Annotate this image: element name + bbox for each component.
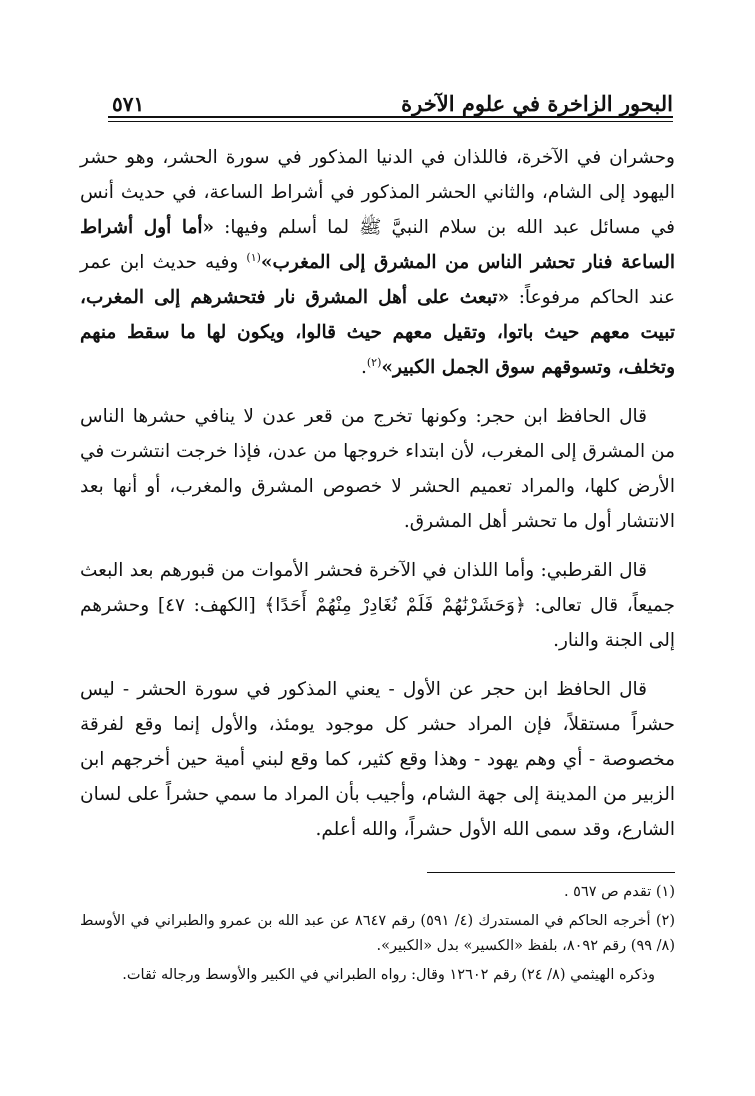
running-title: البحور الزاخرة في علوم الآخرة xyxy=(401,91,673,116)
header-rule xyxy=(108,116,673,122)
paragraph-1-text-a: وحشران في الآخرة، فاللذان في الدنيا المذكور في سورة الحشر، وهو حشر اليهود إلى الشام، والثاني الحشر المذكور في أشراط الساعة، في حديث أنس في مسائل عبد الله بن سلام النبيَّ ﷺ لما أسلم وفيها: xyxy=(80,147,675,238)
paragraph-4: قال الحافظ ابن حجر عن الأول - يعني المذكور في سورة الحشر - ليس حشراً مستقلاً، فإن المراد حشر كل موجود يومئذ، والأول إنما وقع لفرقة مخصوصة - أي وهم يهود - وهذا وقع كثير، كما وقع لبني أمية حين أخرجهم ابن الزبير من المدينة إلى جهة الشام، وأجيب بأن المراد ما سمي حشراً على لسان الشارع، وقد سمى الله الأول حشراً، والله أعلم. xyxy=(80,679,675,840)
paragraph-1-text-c: وفيه حديث ابن عمر عند الحاكم مرفوعاً: xyxy=(80,252,675,308)
footnote-2: (٢) أخرجه الحاكم في المستدرك (٤/ ٥٩١) رقم ٨٦٤٧ عن عبد الله بن عمرو والطبراني في الأوسط (٨/ ٩٩) رقم ٨٠٩٢، بلفظ «الكسير» بدل «الكبير». xyxy=(80,913,675,954)
footnote-ref-2: (٢) xyxy=(366,355,382,369)
quran-verse: ﴿وَحَشَرْنَٰهُمْ فَلَمْ نُغَادِرْ مِنْهُمْ أَحَدًا﴾ xyxy=(264,595,526,616)
page-number: ٥٧١ xyxy=(112,92,145,116)
paragraph-3-text-a: قال القرطبي: وأما اللذان في الآخرة فحشر الأموات من قبورهم بعد البعث جميعاً، قال تعالى: xyxy=(80,560,675,616)
footnotes xyxy=(80,880,675,992)
footnote-1: (١) تقدم ص ٥٦٧ . xyxy=(563,884,675,900)
paragraph-1-text-e: . xyxy=(360,357,367,378)
paragraph-2: قال الحافظ ابن حجر: وكونها تخرج من قعر عدن لا ينافي حشرها الناس من المشرق إلى المغرب، لأن ابتداء خروجها من عدن، فإذا خرجت انتشرت في الأرض كلها، والمراد تعميم الحشر لا خصوص المشرق والمغرب، أو أنها بعد الانتشار أول ما تحشر أهل المشرق. xyxy=(80,406,675,532)
paragraph-1 xyxy=(80,140,675,385)
footnote-2-continued: وذكره الهيثمي (٨/ ٢٤) رقم ١٢٦٠٢ وقال: رواه الطبراني في الكبير والأوسط ورجاله ثقات. xyxy=(122,967,655,983)
hadith-quote-ibn-umar: «تبعث على أهل المشرق نار فتحشرهم إلى المغرب، تبيت معهم حيث باتوا، وتقيل معهم حيث قالوا، ويكون لها ما سقط منهم وتخلف، وتسوقهم سوق الجمل الكبير» xyxy=(80,287,675,378)
footnote-ref-1: (١) xyxy=(246,250,261,264)
footnote-rule xyxy=(427,872,675,873)
verse-reference: [الكهف: ٤٧] xyxy=(149,595,265,616)
hadith-quote-anas: «أما أول أشراط الساعة فنار تحشر الناس من المشرق إلى المغرب» xyxy=(80,217,675,273)
paragraph-3-text-b: وحشرهم إلى الجنة والنار. xyxy=(80,595,675,651)
page-header xyxy=(108,80,673,116)
paragraph-3 xyxy=(80,553,675,658)
main-text xyxy=(80,140,675,861)
